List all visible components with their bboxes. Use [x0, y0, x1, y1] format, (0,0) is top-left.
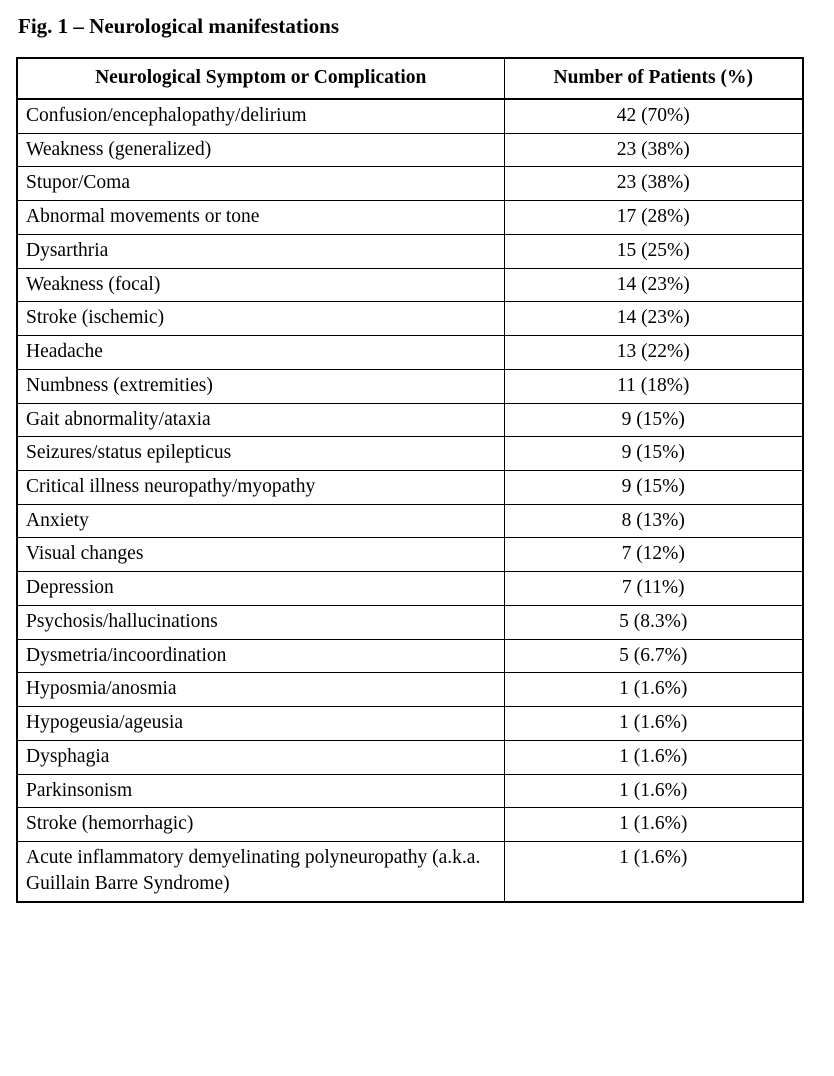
cell-count: 1 (1.6%) — [504, 707, 803, 741]
cell-count: 14 (23%) — [504, 268, 803, 302]
cell-symptom: Stroke (hemorrhagic) — [17, 808, 504, 842]
cell-symptom: Parkinsonism — [17, 774, 504, 808]
cell-count: 5 (6.7%) — [504, 639, 803, 673]
cell-count: 17 (28%) — [504, 201, 803, 235]
table-row — [17, 774, 803, 808]
cell-symptom: Psychosis/hallucinations — [17, 605, 504, 639]
cell-symptom: Confusion/encephalopathy/delirium — [17, 99, 504, 133]
cell-count: 9 (15%) — [504, 403, 803, 437]
table-row — [17, 639, 803, 673]
cell-symptom: Dysarthria — [17, 234, 504, 268]
cell-symptom: Abnormal movements or tone — [17, 201, 504, 235]
table-row — [17, 133, 803, 167]
cell-count: 1 (1.6%) — [504, 740, 803, 774]
cell-symptom: Weakness (focal) — [17, 268, 504, 302]
cell-symptom: Critical illness neuropathy/myopathy — [17, 471, 504, 505]
cell-count: 7 (12%) — [504, 538, 803, 572]
column-header-count: Number of Patients (%) — [504, 58, 803, 99]
table-row — [17, 471, 803, 505]
cell-count: 13 (22%) — [504, 336, 803, 370]
table-row — [17, 740, 803, 774]
table-row — [17, 403, 803, 437]
table-row — [17, 99, 803, 133]
table-row — [17, 504, 803, 538]
cell-count: 8 (13%) — [504, 504, 803, 538]
table-row — [17, 201, 803, 235]
cell-count: 15 (25%) — [504, 234, 803, 268]
table-row — [17, 842, 803, 902]
cell-count: 1 (1.6%) — [504, 808, 803, 842]
table-row — [17, 808, 803, 842]
cell-count: 5 (8.3%) — [504, 605, 803, 639]
table-row — [17, 673, 803, 707]
cell-symptom: Dysphagia — [17, 740, 504, 774]
table-row — [17, 234, 803, 268]
table-row — [17, 437, 803, 471]
cell-symptom: Numbness (extremities) — [17, 369, 504, 403]
cell-count: 7 (11%) — [504, 572, 803, 606]
cell-count: 1 (1.6%) — [504, 842, 803, 902]
cell-count: 23 (38%) — [504, 133, 803, 167]
cell-count: 23 (38%) — [504, 167, 803, 201]
cell-count: 14 (23%) — [504, 302, 803, 336]
cell-symptom: Hyposmia/anosmia — [17, 673, 504, 707]
cell-symptom: Depression — [17, 572, 504, 606]
cell-count: 42 (70%) — [504, 99, 803, 133]
table-row — [17, 167, 803, 201]
table-body — [17, 99, 803, 902]
table-row — [17, 369, 803, 403]
cell-symptom: Gait abnormality/ataxia — [17, 403, 504, 437]
column-header-symptom: Neurological Symptom or Complication — [17, 58, 504, 99]
cell-symptom: Dysmetria/incoordination — [17, 639, 504, 673]
figure-title: Fig. 1 – Neurological manifestations — [18, 14, 340, 38]
cell-count: 1 (1.6%) — [504, 774, 803, 808]
table-header-row — [17, 58, 803, 99]
cell-symptom: Acute inflammatory demyelinating polyneuropathy (a.k.a. Guillain Barre Syndrome) — [17, 842, 504, 902]
cell-symptom: Stroke (ischemic) — [17, 302, 504, 336]
cell-count: 9 (15%) — [504, 471, 803, 505]
table-header — [17, 58, 803, 99]
cell-symptom: Visual changes — [17, 538, 504, 572]
table-row — [17, 538, 803, 572]
cell-symptom: Seizures/status epilepticus — [17, 437, 504, 471]
table-row — [17, 268, 803, 302]
cell-symptom: Headache — [17, 336, 504, 370]
table-row — [17, 336, 803, 370]
neurological-manifestations-table — [16, 57, 804, 902]
cell-symptom: Anxiety — [17, 504, 504, 538]
cell-symptom: Hypogeusia/ageusia — [17, 707, 504, 741]
cell-count: 9 (15%) — [504, 437, 803, 471]
table-row — [17, 605, 803, 639]
table-row — [17, 707, 803, 741]
table-row — [17, 302, 803, 336]
cell-count: 11 (18%) — [504, 369, 803, 403]
table-row — [17, 572, 803, 606]
cell-symptom: Weakness (generalized) — [17, 133, 504, 167]
cell-symptom: Stupor/Coma — [17, 167, 504, 201]
cell-count: 1 (1.6%) — [504, 673, 803, 707]
